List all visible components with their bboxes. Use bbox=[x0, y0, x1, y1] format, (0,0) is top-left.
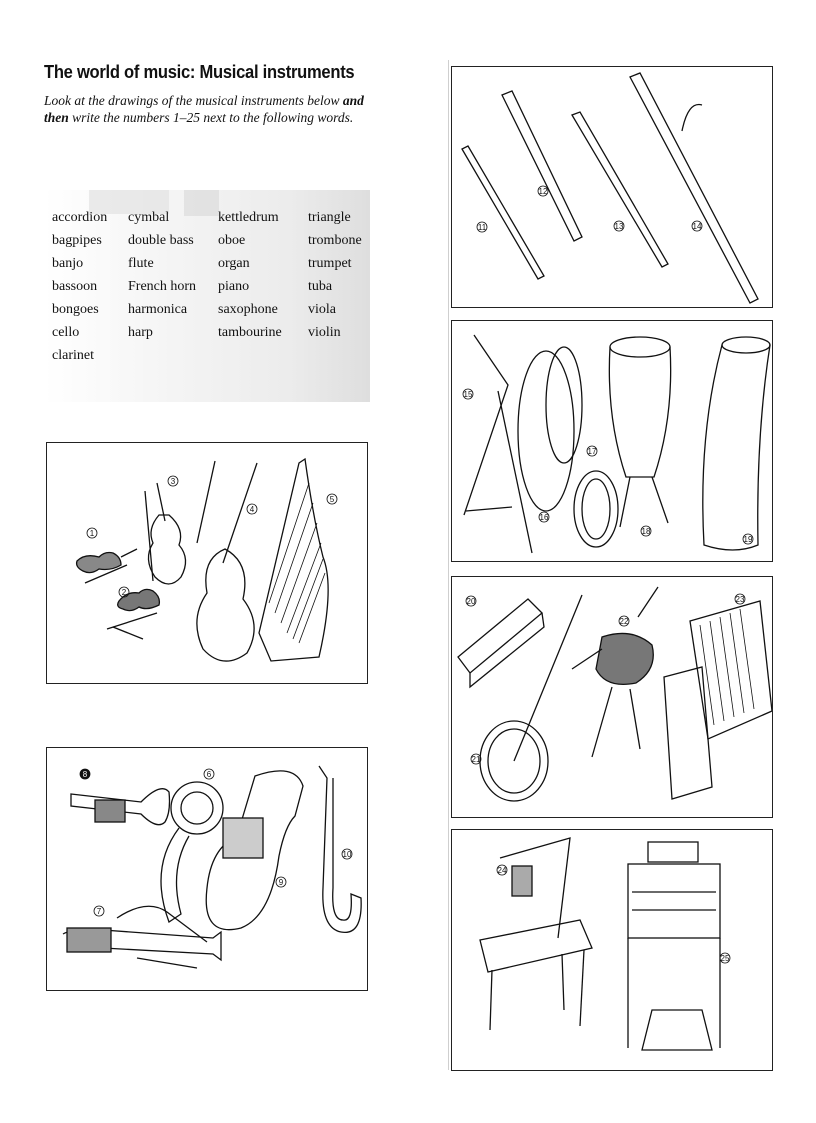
word-cymbal: cymbal bbox=[128, 210, 170, 225]
word-column-3 bbox=[218, 206, 282, 344]
num-8: 8 bbox=[82, 770, 88, 779]
num-24: 24 bbox=[497, 866, 507, 875]
num-3: 3 bbox=[170, 477, 176, 486]
word-cello: cello bbox=[52, 325, 80, 340]
number-labels-percussion bbox=[463, 389, 753, 544]
word-kettledrum: kettledrum bbox=[218, 210, 279, 225]
gutter-line bbox=[448, 60, 449, 1070]
word-bagpipes: bagpipes bbox=[52, 233, 102, 248]
num-14: 14 bbox=[692, 222, 702, 231]
num-1: 1 bbox=[89, 529, 95, 538]
panel-strings bbox=[46, 442, 368, 684]
num-25: 25 bbox=[720, 954, 730, 963]
num-15: 15 bbox=[463, 390, 473, 399]
panel-keyboards bbox=[451, 829, 773, 1071]
flute-drawing bbox=[462, 146, 544, 279]
word-tuba: tuba bbox=[308, 279, 333, 294]
num-2: 2 bbox=[121, 588, 127, 597]
panel-percussion bbox=[451, 320, 773, 562]
word-piano: piano bbox=[218, 279, 250, 294]
num-12: 12 bbox=[538, 187, 548, 196]
word-viola: viola bbox=[308, 302, 336, 317]
num-17: 17 bbox=[587, 447, 597, 456]
num-5: 5 bbox=[329, 495, 335, 504]
tuba-drawing bbox=[206, 771, 303, 930]
word-trumpet: trumpet bbox=[308, 256, 352, 271]
panel-folk bbox=[451, 576, 773, 818]
word-violin: violin bbox=[308, 325, 341, 340]
oboe-drawing bbox=[572, 112, 668, 267]
num-18: 18 bbox=[641, 527, 651, 536]
viola-drawing bbox=[107, 589, 159, 639]
num-6: 6 bbox=[206, 770, 212, 779]
num-4: 4 bbox=[249, 505, 255, 514]
cello-drawing bbox=[145, 483, 186, 584]
num-16: 16 bbox=[539, 513, 549, 522]
word-clarinet: clarinet bbox=[52, 348, 94, 363]
saxophone-drawing bbox=[319, 766, 361, 932]
word-flute: flute bbox=[128, 256, 154, 271]
bagpipes-drawing bbox=[572, 587, 658, 757]
num-9: 9 bbox=[278, 878, 284, 887]
word-harmonica: harmonica bbox=[128, 302, 188, 317]
num-23: 23 bbox=[735, 595, 745, 604]
num-22: 22 bbox=[619, 617, 629, 626]
cymbal-drawing bbox=[518, 347, 582, 511]
clarinet-drawing bbox=[502, 91, 582, 241]
num-11: 11 bbox=[477, 223, 487, 232]
page-title: The world of music: Musical instruments bbox=[44, 62, 355, 82]
double-bass-drawing bbox=[197, 461, 257, 661]
num-21: 21 bbox=[471, 755, 481, 764]
panel-brass bbox=[46, 747, 368, 991]
word-accordion: accordion bbox=[52, 210, 108, 225]
word-bongoes: bongoes bbox=[52, 302, 99, 317]
word-trombone: trombone bbox=[308, 233, 362, 248]
num-19: 19 bbox=[743, 535, 753, 544]
harmonica-drawing bbox=[458, 599, 544, 687]
num-10: 10 bbox=[342, 850, 352, 859]
bassoon-drawing bbox=[630, 73, 758, 303]
word-triangle: triangle bbox=[308, 210, 351, 225]
instructions: Look at the drawings of the musical instruments below and then write the numbers 1–25 next to the following words. bbox=[44, 93, 364, 125]
word-bassoon: bassoon bbox=[52, 279, 98, 294]
trombone-drawing bbox=[63, 906, 221, 968]
trumpet-drawing bbox=[71, 789, 170, 825]
num-7: 7 bbox=[96, 907, 102, 916]
word-column-4 bbox=[308, 206, 362, 344]
panel-woodwinds bbox=[451, 66, 773, 308]
word-column-2 bbox=[128, 206, 196, 344]
french-horn-drawing bbox=[161, 782, 223, 922]
word-organ: organ bbox=[218, 256, 250, 271]
organ-drawing bbox=[628, 842, 720, 1050]
word-saxophone: saxophone bbox=[218, 302, 278, 317]
word-oboe: oboe bbox=[218, 233, 246, 248]
word-column-1 bbox=[52, 206, 107, 367]
harp-drawing bbox=[259, 459, 328, 661]
bongoes-drawing bbox=[703, 337, 770, 550]
num-20: 20 bbox=[466, 597, 476, 606]
word-banjo: banjo bbox=[52, 256, 84, 271]
number-labels bbox=[87, 476, 337, 597]
number-labels-woodwinds bbox=[477, 186, 702, 232]
accordion-drawing bbox=[664, 601, 772, 799]
word-harp: harp bbox=[128, 325, 153, 340]
word-double-bass: double bass bbox=[128, 233, 194, 248]
word-list-box bbox=[44, 190, 370, 402]
kettledrum-drawing bbox=[609, 337, 670, 527]
violin-drawing bbox=[77, 549, 137, 583]
word-tambourine: tambourine bbox=[218, 325, 282, 340]
tambourine-drawing bbox=[574, 471, 618, 547]
word-french-horn: French horn bbox=[128, 279, 197, 294]
triangle-drawing bbox=[464, 335, 532, 553]
num-13: 13 bbox=[614, 222, 624, 231]
